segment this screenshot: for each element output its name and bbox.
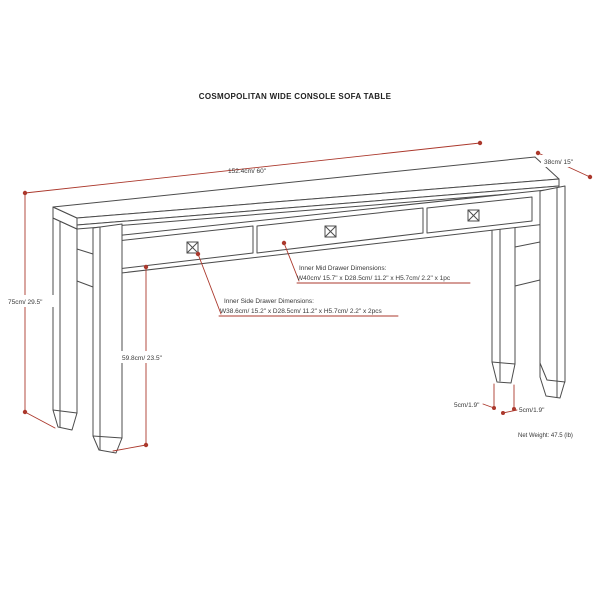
left-end-panel [77, 249, 93, 287]
leg-clearance-dimension-label: 59.8cm/ 23.5" [122, 355, 162, 362]
back-left-leg [53, 218, 77, 430]
back-right-leg [492, 206, 515, 383]
front-right-leg [540, 186, 565, 398]
front-left-leg [93, 224, 122, 453]
side-drawer-heading: Inner Side Drawer Dimensions: [224, 298, 314, 305]
foot-right-dimension-label: 5cm/1.9" [519, 407, 545, 414]
height-dimension-line [25, 193, 55, 428]
depth-dimension-label: 38cm/ 15" [544, 159, 574, 166]
foot-dimension-lines [483, 384, 517, 413]
net-weight-label: Net Weight: 47.5 (lb) [518, 433, 573, 439]
right-end-rail [515, 242, 540, 286]
height-dimension-label: 75cm/ 29.5" [8, 299, 43, 306]
width-dimension-label: 152.4cm/ 60" [228, 168, 267, 175]
console-table-drawing [53, 157, 565, 453]
side-drawer-value: W38.6cm/ 15.2" x D28.5cm/ 11.2" x H5.7cm/ 2.2" x 2pcs [220, 308, 382, 315]
mid-drawer-value: W40cm/ 15.7" x D28.5cm/ 11.2" x H5.7cm/ 2.2" x 1pc [297, 275, 451, 282]
foot-left-dimension-label: 5cm/1.9" [454, 402, 480, 409]
page-title: COSMOPOLITAN WIDE CONSOLE SOFA TABLE [198, 92, 392, 101]
side-drawer-leader-line [198, 254, 398, 316]
mid-drawer-heading: Inner Mid Drawer Dimensions: [299, 265, 387, 272]
